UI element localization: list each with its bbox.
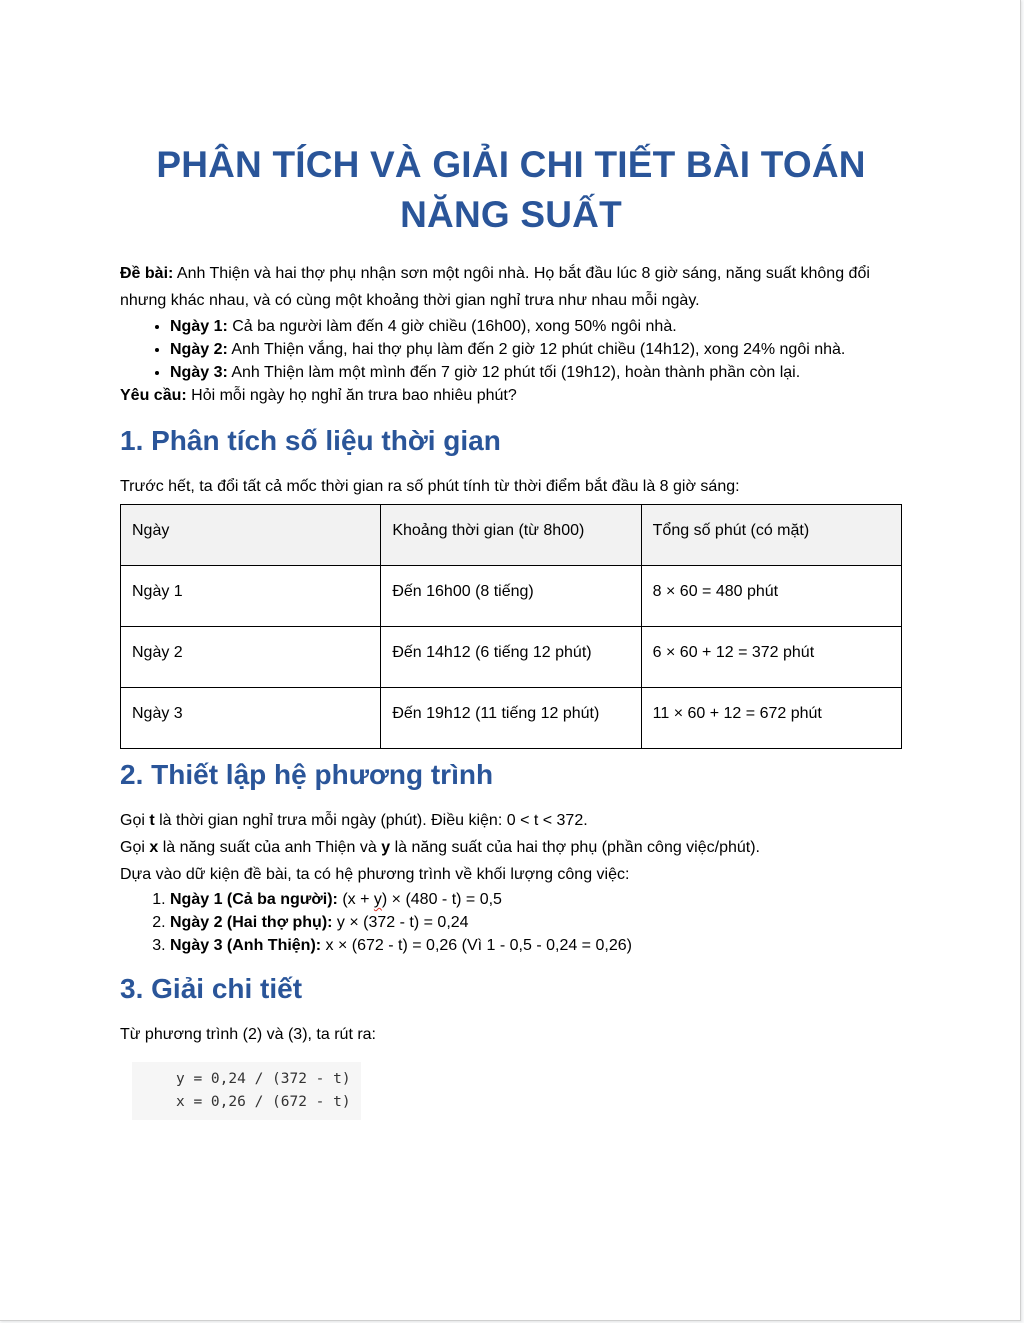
variable-y: y [381, 839, 391, 856]
table-header-cell: Ngày [121, 505, 381, 566]
problem-label: Đề bài: [120, 265, 174, 282]
problem-text: Anh Thiện và hai thợ phụ nhận sơn một ngôi nhà. Họ bắt đầu lúc 8 giờ sáng, năng suất không đổi nhưng khác nhau, và có cùng một khoảng thời gian nghỉ trưa như nhau mỗi ngày. [120, 265, 870, 309]
text-run: Gọi [120, 812, 150, 829]
table-header-cell: Tổng số phút (có mặt) [641, 505, 901, 566]
list-item [170, 911, 902, 934]
table-cell: Đến 16h00 (8 tiếng) [381, 566, 641, 627]
document-title: PHÂN TÍCH VÀ GIẢI CHI TIẾT BÀI TOÁN NĂNG SUẤT [156, 144, 866, 235]
day-label: Ngày 2: [170, 341, 228, 358]
time-table [120, 504, 902, 749]
table-cell: Ngày 3 [121, 688, 381, 749]
code-line: x = 0,26 / (672 - t) [176, 1094, 351, 1110]
table-cell: Ngày 2 [121, 627, 381, 688]
text-run: là thời gian nghỉ trưa mỗi ngày (phút). Điều kiện: 0 < t < 372. [154, 812, 588, 829]
document-content [120, 140, 902, 1120]
table-header-row [121, 505, 902, 566]
code-block [132, 1062, 361, 1120]
table-cell: 6 × 60 + 12 = 372 phút [641, 627, 901, 688]
variable-x: x [149, 839, 159, 856]
requirement-text: Hỏi mỗi ngày họ nghỉ ăn trưa bao nhiêu phút? [186, 387, 517, 404]
day-label: Ngày 1: [170, 318, 228, 335]
table-row [121, 627, 902, 688]
equation-label: Ngày 3 (Anh Thiện): [170, 937, 322, 954]
equation-text: ) × (480 - t) = 0,5 [381, 891, 502, 908]
table-row [121, 688, 902, 749]
table-cell: Đến 14h12 (6 tiếng 12 phút) [381, 627, 641, 688]
table-cell: Ngày 1 [121, 566, 381, 627]
problem-statement [120, 260, 902, 314]
equation-label: Ngày 1 (Cả ba người): [170, 891, 338, 908]
table-header-cell: Khoảng thời gian (từ 8h00) [381, 505, 641, 566]
text-run: Gọi [120, 839, 150, 856]
day-text: Anh Thiện làm một mình đến 7 giờ 12 phút tối (19h12), hoàn thành phần còn lại. [227, 364, 801, 381]
section-heading-2: 2. Thiết lập hệ phương trình [120, 759, 494, 790]
code-line: y = 0,24 / (372 - t) [176, 1071, 351, 1087]
equation-text: x × (672 - t) = 0,26 (Vì 1 - 0,5 - 0,24 = 0,26) [321, 937, 632, 954]
equation-list [120, 888, 902, 957]
variable-t: t [149, 812, 155, 829]
section-heading-3: 3. Giải chi tiết [120, 973, 303, 1004]
system-intro: Dựa vào dữ kiện đề bài, ta có hệ phương trình về khối lượng công việc: [120, 866, 630, 883]
equation-text: (x + [337, 891, 374, 908]
list-item [170, 362, 902, 384]
day-list [120, 316, 902, 384]
requirement [120, 385, 902, 407]
variable-xy-definition [120, 834, 902, 861]
day-text: Cả ba người làm đến 4 giờ chiều (16h00), xong 50% ngôi nhà. [227, 318, 677, 335]
equation-label: Ngày 2 (Hai thợ phụ): [170, 914, 333, 931]
text-run: là năng suất của hai thợ phụ (phần công việc/phút). [390, 839, 760, 856]
table-cell: Đến 19h12 (11 tiếng 12 phút) [381, 688, 641, 749]
list-item [170, 934, 902, 957]
list-item [170, 339, 902, 361]
requirement-label: Yêu cầu: [120, 387, 187, 404]
table-cell: 8 × 60 = 480 phút [641, 566, 901, 627]
day-text: Anh Thiện vắng, hai thợ phụ làm đến 2 giờ 12 phút chiều (14h12), xong 24% ngôi nhà. [227, 341, 846, 358]
list-item [170, 888, 902, 911]
equation-text: y × (372 - t) = 0,24 [332, 914, 469, 931]
table-cell: 11 × 60 + 12 = 672 phút [641, 688, 901, 749]
section3-intro: Từ phương trình (2) và (3), ta rút ra: [120, 1026, 376, 1043]
spellcheck-underlined-text: y [373, 891, 382, 908]
text-run: là năng suất của anh Thiện và [158, 839, 382, 856]
section-heading-1: 1. Phân tích số liệu thời gian [120, 425, 501, 456]
variable-t-definition [120, 807, 902, 834]
table-row [121, 566, 902, 627]
list-item [170, 316, 902, 338]
day-label: Ngày 3: [170, 364, 228, 381]
section1-intro: Trước hết, ta đổi tất cả mốc thời gian ra số phút tính từ thời điểm bắt đầu là 8 giờ sáng: [120, 478, 740, 495]
